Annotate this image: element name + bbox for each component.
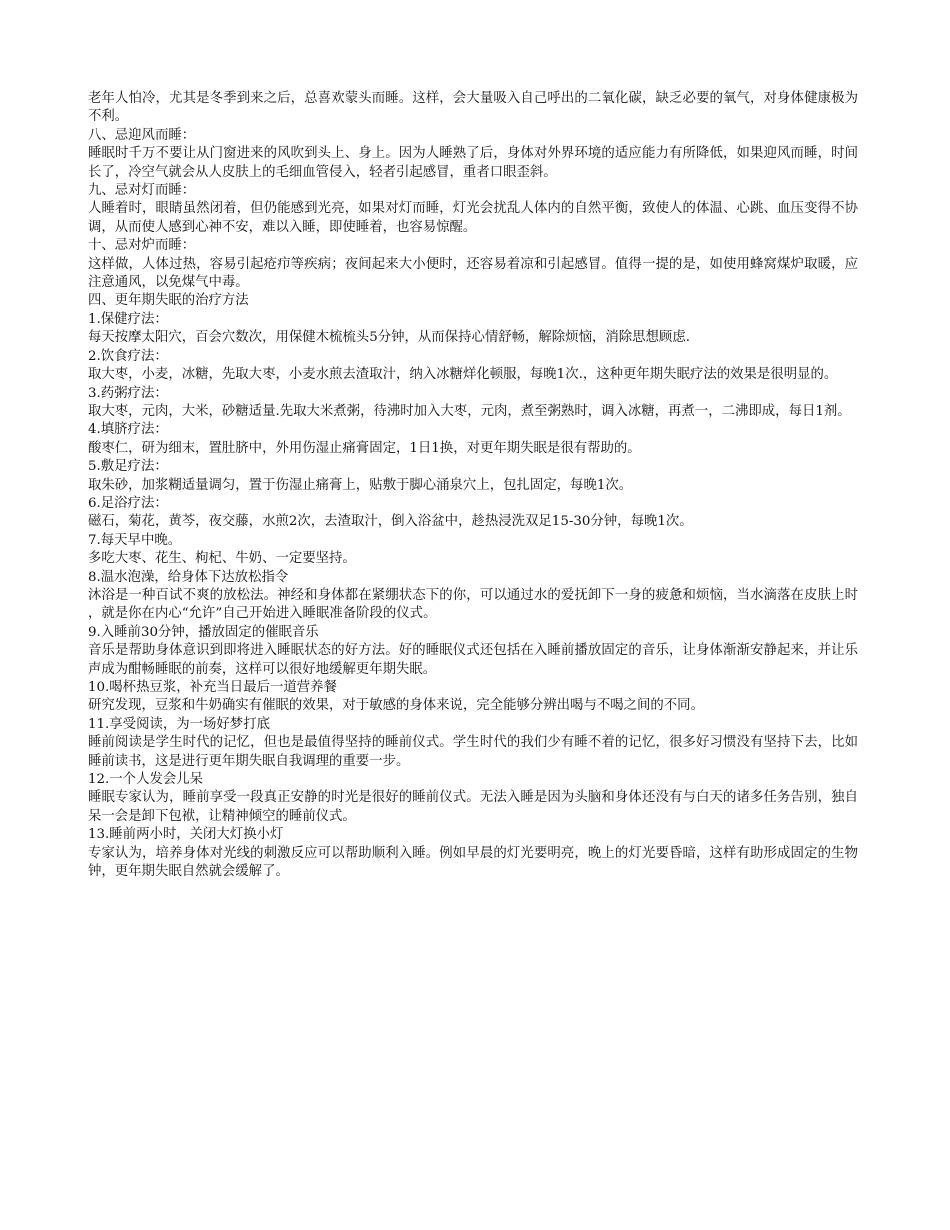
paragraph-avoid-wind: 睡眠时千万不要让从门窗进来的风吹到头上、身上。因为人睡熟了后，身体对外界环境的适应能力有所降低，如果迎风而睡，时间长了，冷空气就会从人皮肤上的毛细血管侵入，轻者引起感冒，重者口眼歪斜。 — [88, 146, 858, 180]
item-text-11: 睡前阅读是学生时代的记忆，但也是最值得坚持的睡前仪式。学生时代的我们少有睡不着的记忆，很多好习惯没有坚持下去，比如睡前读书，这是进行更年期失眠自我调理的重要一步。 — [88, 735, 858, 769]
item-heading-10: 10.喝杯热豆浆，补充当日最后一道营养餐 — [88, 680, 337, 695]
item-heading-4: 4.填脐疗法： — [88, 422, 168, 438]
item-heading-3: 3.药粥疗法： — [88, 385, 168, 401]
item-heading-6: 6.足浴疗法： — [88, 495, 168, 511]
heading-avoid-stove: 十、忌对炉而睡： — [88, 238, 196, 254]
heading-avoid-wind: 八、忌迎风而睡： — [88, 127, 196, 143]
item-heading-1: 1.保健疗法： — [88, 311, 168, 327]
paragraph-avoid-stove: 这样做，人体过热，容易引起疮疖等疾病；夜间起来大小便时，还容易着凉和引起感冒。值得一提的是，如使用蜂窝煤炉取暖，应注意通风，以免煤气中毒。 — [88, 256, 858, 291]
item-heading-11: 11.享受阅读，为一场好梦打底 — [88, 716, 270, 732]
item-heading-7: 7.每天早中晚。 — [88, 532, 182, 548]
item-text-4: 酸枣仁，研为细末，置肚脐中，外用伤湿止痛膏固定，1日1换，对更年期失眠是很有帮助的。 — [88, 440, 641, 456]
item-text-5: 取朱砂，加浆糊适量调匀，置于伤湿止痛膏上，贴敷于脚心涌泉穴上，包扎固定，每晚1次。 — [88, 477, 633, 493]
paragraph-cold-head-covering: 老年人怕冷，尤其是冬季到来之后，总喜欢蒙头而睡。这样，会大量吸入自己呼出的二氧化碳，缺乏必要的氧气，对身体健康极为不利。 — [88, 91, 858, 125]
item-heading-12: 12.一个人发会儿呆 — [88, 772, 204, 788]
item-text-3: 取大枣，元肉，大米，砂糖适量.先取大米煮粥，待沸时加入大枣，元肉，煮至粥熟时，调入冰糖，再煮一，二沸即成，每日1剂。 — [88, 403, 851, 419]
item-heading-5: 5.敷足疗法： — [88, 459, 168, 475]
item-text-10: 研究发现，豆浆和牛奶确实有催眠的效果，对于敏感的身体来说，完全能够分辨出喝与不喝之间的不同。 — [88, 698, 704, 714]
item-text-13: 专家认为，培养身体对光线的刺激反应可以帮助顺利入睡。例如早晨的灯光要明亮，晚上的灯光要昏暗，这样有助形成固定的生物钟，更年期失眠自然就会缓解了。 — [88, 845, 858, 880]
item-heading-9: 9.入睡前30分钟，播放固定的催眠音乐 — [88, 624, 319, 640]
paragraph-avoid-lamp: 人睡着时，眼睛虽然闭着，但仍能感到光亮，如果对灯而睡，灯光会扰乱人体内的自然平衡，致使人的体温、心跳、血压变得不协调，从而使人感到心神不安，难以入睡，即使睡着，也容易惊醒。 — [88, 201, 858, 235]
document-body — [88, 90, 858, 881]
section-heading-treatment: 四、更年期失眠的治疗方法 — [88, 293, 249, 309]
item-text-1: 每天按摩太阳穴，百会穴数次，用保健木梳梳头5分钟，从而保持心情舒畅，解除烦恼，消除思想顾虑. — [88, 330, 690, 346]
item-text-8: 沐浴是一种百试不爽的放松法。神经和身体都在紧绷状态下的你，可以通过水的爱抚卸下一身的疲惫和烦恼，当水滴落在皮肤上时，就是你在内心“允许”自己开始进入睡眠准备阶段的仪式。 — [88, 587, 858, 622]
item-heading-2: 2.饮食疗法： — [88, 348, 168, 364]
item-text-6: 磁石，菊花，黄芩，夜交藤，水煎2次，去渣取汁，倒入浴盆中，趁热浸洗双足15-30分钟，每晚1次。 — [88, 514, 693, 530]
item-heading-13: 13.睡前两小时，关闭大灯换小灯 — [88, 827, 284, 843]
heading-avoid-lamp: 九、忌对灯而睡： — [88, 183, 196, 199]
item-text-9: 音乐是帮助身体意识到即将进入睡眠状态的好方法。好的睡眠仪式还包括在入睡前播放固定的音乐，让身体渐渐安静起来，并让乐声成为酣畅睡眠的前奏，这样可以很好地缓解更年期失眠。 — [88, 643, 858, 677]
item-text-12: 睡眠专家认为，睡前享受一段真正安静的时光是很好的睡前仪式。无法入睡是因为头脑和身体还没有与白天的诸多任务告别，独自呆一会是卸下包袱，让精神倾空的睡前仪式。 — [88, 790, 858, 824]
item-text-7: 多吃大枣、花生、枸杞、牛奶、一定要坚持。 — [88, 551, 356, 567]
item-heading-8: 8.温水泡澡，给身体下达放松指令 — [88, 569, 289, 585]
item-text-2: 取大枣，小麦，冰糖，先取大枣，小麦水煎去渣取汁，纳入冰糖烊化顿服，每晚1次.，这种更年期失眠疗法的效果是很明显的。 — [88, 367, 838, 383]
